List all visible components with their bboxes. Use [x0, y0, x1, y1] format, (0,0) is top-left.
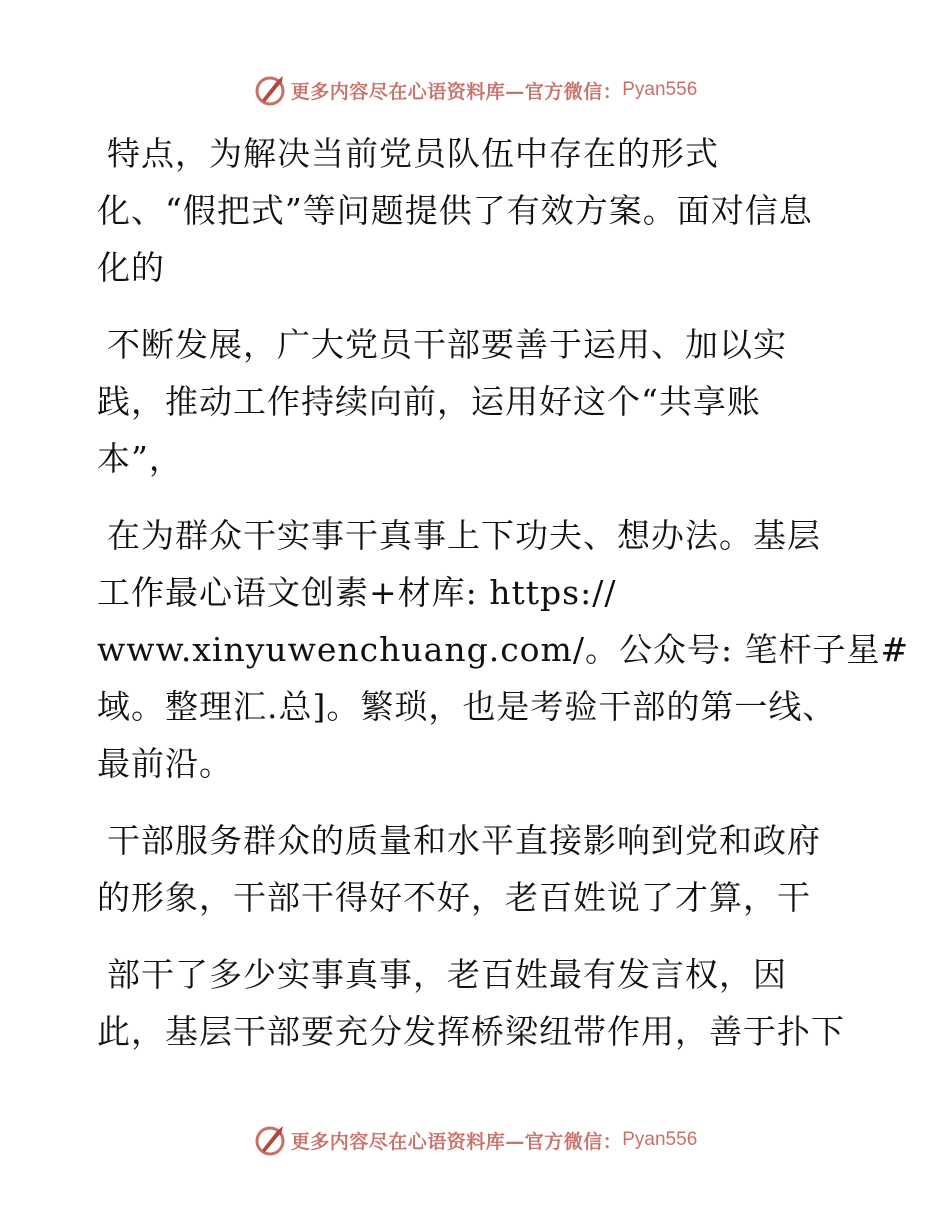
paragraph-2: [97, 316, 857, 487]
page-header-watermark: [0, 70, 950, 110]
footer-banner-text: 更多内容尽在心语资料库—官方微信：: [290, 1130, 623, 1153]
paragraph-3: [97, 507, 910, 792]
footer-banner-id: Pyan556: [622, 1129, 698, 1150]
text-line: 本”，: [97, 439, 183, 478]
text-line: 践，推动工作持续向前，运用好这个“共享账: [97, 382, 761, 421]
text-line: 部干了多少实事真事，老百姓最有发言权，因: [107, 955, 787, 994]
paragraph-4: [97, 812, 857, 926]
text-line: 域。整理汇.总]。繁琐，也是考验干部的第一线、: [97, 687, 837, 726]
text-line: 工作最心语文创素+材库: https://: [97, 573, 617, 612]
text-line: 干部服务群众的质量和水平直接影响到党和政府: [107, 821, 821, 860]
text-line: 化的: [97, 248, 165, 287]
text-line: 化、“假把式”等问题提供了有效方案。面对信息: [97, 191, 813, 230]
text-line: 特点，为解决当前党员队伍中存在的形式: [107, 134, 719, 173]
header-banner-text: 更多内容尽在心语资料库—官方微信：: [290, 80, 623, 103]
paragraph-5: [97, 946, 857, 1060]
text-line: 不断发展，广大党员干部要善于运用、加以实: [107, 325, 787, 364]
text-line: 的形象，干部干得好不好，老百姓说了才算，干: [97, 878, 811, 917]
text-line: 最前沿。: [97, 744, 233, 783]
text-line: www.xinyuwenchuang.com/。公众号: 笔杆子星#: [97, 630, 910, 669]
quill-pen-circle-icon: [253, 73, 287, 107]
page-footer-watermark: [0, 1120, 950, 1160]
header-banner-id: Pyan556: [622, 79, 698, 100]
paragraph-1: [97, 125, 857, 296]
quill-pen-circle-icon: [253, 1123, 287, 1157]
document-body: [97, 125, 910, 1060]
text-line: 在为群众干实事干真事上下功夫、想办法。基层: [107, 516, 821, 555]
text-line: 此，基层干部要充分发挥桥梁纽带作用，善于扑下: [97, 1012, 845, 1051]
